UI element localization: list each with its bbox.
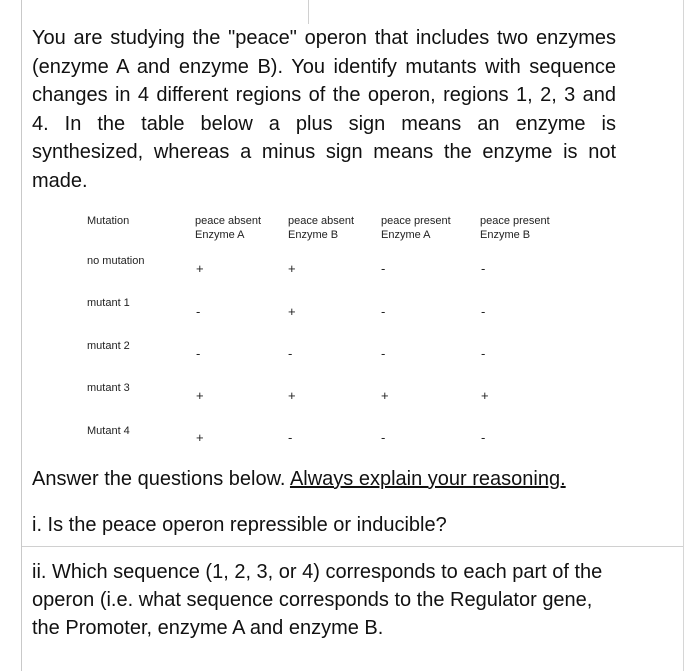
cell-value: + <box>288 261 296 276</box>
question-1: i. Is the peace operon repressible or inducible? <box>32 514 447 536</box>
questions-prompt <box>32 466 566 492</box>
cell-value: + <box>196 430 204 445</box>
right-border <box>683 0 684 671</box>
cell-value: - <box>481 430 486 445</box>
cell-value: - <box>481 261 486 276</box>
cell-value: - <box>481 304 486 319</box>
row-label: mutant 2 <box>87 340 130 352</box>
cell-value: - <box>381 304 386 319</box>
header-present-enzyme-a: peace present Enzyme A <box>381 215 451 241</box>
top-divider <box>308 0 309 24</box>
cell-value: + <box>381 388 389 403</box>
header-absent-enzyme-a: peace absent Enzyme A <box>195 215 262 241</box>
cell-value: + <box>196 388 204 403</box>
explain-reasoning-link[interactable]: Always explain your reasoning. <box>289 468 566 490</box>
cell-value: + <box>288 304 296 319</box>
cell-value: + <box>288 388 296 403</box>
header-mutation: Mutation <box>87 215 130 227</box>
cell-value: - <box>381 346 386 361</box>
question-2: ii. Which sequence (1, 2, 3, or 4) corresponds to each part of the operon (i.e. what sequence corresponds to the Regulator gene, the Promoter, enzyme A and enzyme B. <box>32 561 603 639</box>
cell-value: + <box>481 388 489 403</box>
cell-value: - <box>381 430 386 445</box>
cell-value: - <box>196 346 201 361</box>
cell-value: - <box>481 346 486 361</box>
cell-value: - <box>196 304 201 319</box>
header-absent-enzyme-b: peace absent Enzyme B <box>288 215 355 241</box>
question-divider <box>22 546 683 547</box>
cell-value: + <box>196 261 204 276</box>
row-label: Mutant 4 <box>87 425 130 437</box>
row-label: no mutation <box>87 255 145 267</box>
cell-value: - <box>381 261 386 276</box>
row-label: mutant 1 <box>87 297 130 309</box>
row-label: mutant 3 <box>87 382 130 394</box>
cell-value: - <box>288 430 293 445</box>
prompt-text: Answer the questions below. <box>32 468 290 490</box>
cell-value: - <box>288 346 293 361</box>
intro-paragraph: You are studying the "peace" operon that includes two enzymes (enzyme A and enzyme B). You identify mutants with sequence changes in 4 different regions of the operon, regions 1, 2, 3 and 4. In the table below a plus sign means an enzyme is synthesized, whereas a minus sign means the enzyme is not made. <box>32 27 616 192</box>
header-present-enzyme-b: peace present Enzyme B <box>480 215 550 241</box>
left-border <box>21 0 22 671</box>
